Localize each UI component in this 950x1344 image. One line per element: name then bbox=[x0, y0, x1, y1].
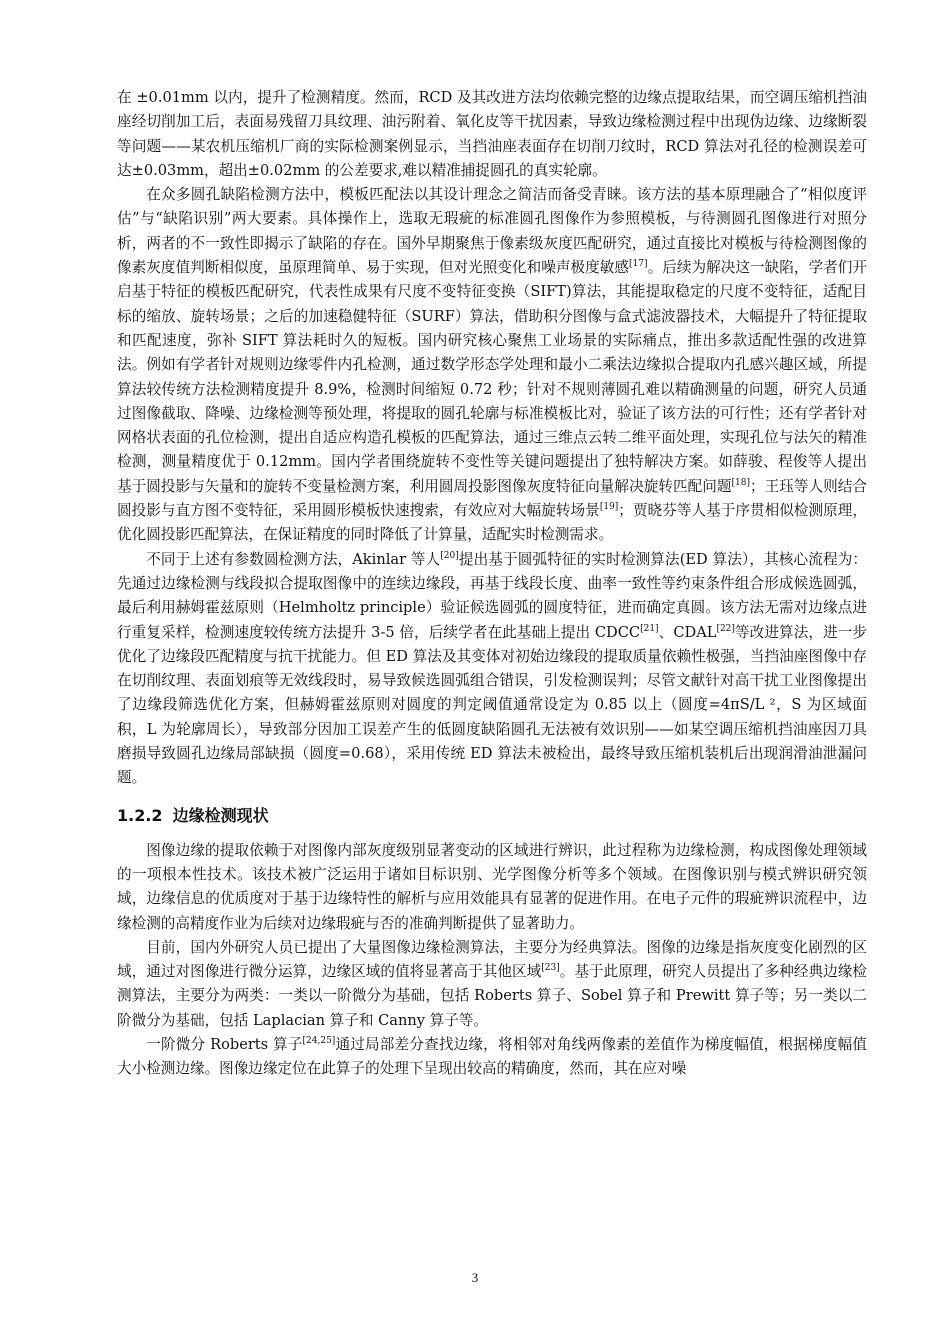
body-text-top bbox=[117, 86, 867, 791]
citation-ref: [20] bbox=[440, 550, 459, 561]
body-text-bottom bbox=[117, 839, 867, 1082]
citation-ref: [19] bbox=[599, 502, 619, 513]
citation-ref: [18] bbox=[731, 477, 750, 488]
citation-ref: [21] bbox=[640, 623, 659, 634]
text-run: 等改进算法，进一步优化了边缘段匹配精度与抗干扰能力。但 ED 算法及其变体对初始边缘段的提取质量依赖性极强，当挡油座图像中存在切削纹理、表面划痕等无效线段时，易导致候选圆弧组合错误，引发检测误判；尽管文献针对高干扰工业图像提出了边缘段筛选优化方案，但赫姆霍兹原则对圆度的判定阈值通常设定为 0.85 以上（圆度=4πS/L ²，S 为区域面积，L 为轮廓周长），导致部分因加工误差产生的低圆度缺陷圆孔无法被有效识别——如某空调压缩机挡油座因刀具磨损导致圆孔边缘局部缺损（圆度=0.68），采用传统 ED 算法未被检出，最终导致压缩机装机后出现润滑油泄漏问题。 bbox=[117, 623, 867, 787]
text-run: 通过局部差分查找边缘，将相邻对角线两像素的差值作为梯度幅值，根据梯度幅值大小检测边缘。图像边缘定位在此算子的处理下呈现出较高的精确度，然而，其在应对噪 bbox=[117, 1035, 867, 1078]
section-heading bbox=[117, 803, 867, 829]
paragraph bbox=[117, 86, 867, 183]
paragraph bbox=[117, 183, 867, 547]
text-run: 图像边缘的提取依赖于对图像内部灰度级别显著变动的区域进行辨识，此过程称为边缘检测，构成图像处理领域的一项根本性技术。该技术被广泛运用于诸如目标识别、光学图像分析等多个领域。在图像识别与模式辨识研究领域，边缘信息的优质度对于基于边缘特性的解析与应用效能具有显著的促进作用。在电子元件的瑕疵辨识流程中，边缘检测的高精度作业为后续对边缘瑕疵与否的准确判断提供了显著助力。 bbox=[117, 841, 867, 932]
citation-ref: [24,25] bbox=[302, 1036, 336, 1047]
paragraph bbox=[117, 1033, 867, 1082]
paragraph bbox=[117, 839, 867, 936]
text-run: 、CDAL bbox=[658, 623, 717, 641]
text-run: ；王珏等人则结合圆投影与直方图不变特征，采用圆形模板快速搜索，有效应对大幅旋转场景 bbox=[117, 477, 867, 520]
text-run: 目前，国内外研究人员已提出了大量图像边缘检测算法，主要分为经典算法。图像的边缘是指灰度变化剧烈的区域，通过对图像进行微分运算，边缘区域的值将显著高于其他区域 bbox=[117, 938, 867, 981]
section-number: 1.2.2 bbox=[117, 805, 163, 825]
text-run: 在 ±0.01mm 以内，提升了检测精度。然而，RCD 及其改进方法均依赖完整的边缘点提取结果，而空调压缩机挡油座经切削加工后，表面易残留刀具纹理、油污附着、氧化皮等干扰因素，导致边缘检测过程中出现伪边缘、边缘断裂等问题——某农机压缩机厂商的实际检测案例显示，当挡油座表面存在切削刀纹时，RCD 算法对孔径的检测误差可达±0.03mm，超出±0.02mm 的公差要求,难以精准捕捉圆孔的真实轮廓。 bbox=[117, 89, 867, 179]
text-run: 提出基于圆弧特征的实时检测算法(ED 算法），其核心流程为：先通过边缘检测与线段拟合提取图像中的连续边缘段，再基于线段长度、曲率一致性等约束条件组合形成候选圆弧，最后利用赫姆霍兹原则（Helmholtz principle）验证候选圆弧的圆度特征，进而确定真圆。该方法无需对边缘点进行重复采样，检测速度较传统方法提升 3-5 倍，后续学者在此基础上提出 CDCC bbox=[117, 550, 868, 641]
text-run: 一阶微分 Roberts 算子 bbox=[146, 1035, 303, 1053]
text-run: 在众多圆孔缺陷检测方法中，模板匹配法以其设计理念之简洁而备受青睐。该方法的基本原理融合了“相似度评估”与“缺陷识别”两大要素。具体操作上，选取无瑕疵的标准圆孔图像作为参照模板，与待测圆孔图像进行对照分析，两者的不一致性即揭示了缺陷的存在。国外早期聚焦于像素级灰度匹配研究，通过直接比对模板与待检测图像的像素灰度值判断相似度，虽原理简单、易于实现，但对光照变化和噪声极度敏感 bbox=[117, 186, 867, 277]
section-title: 边缘检测现状 bbox=[172, 805, 269, 825]
citation-ref: [17] bbox=[629, 259, 648, 270]
text-run: ；贾晓芬等人基于序贯相似检测原理，优化圆投影匹配算法，在保证精度的同时降低了计算量，适配实时检测需求。 bbox=[117, 502, 867, 544]
citation-ref: [23] bbox=[541, 963, 560, 974]
page-number: 3 bbox=[471, 1270, 479, 1285]
citation-ref: [22] bbox=[716, 623, 735, 634]
page-body bbox=[117, 86, 867, 1082]
paragraph bbox=[117, 548, 867, 791]
text-run: 不同于上述有参数圆检测方法，Akinlar 等人 bbox=[146, 550, 441, 568]
text-run: 。后续为解决这一缺陷，学者们开启基于特征的模板匹配研究，代表性成果有尺度不变特征变换（SIFT)算法，其能提取稳定的尺度不变特征，适配目标的缩放、旋转场景；之后的加速稳健特征（SURF）算法，借助积分图像与盒式滤波器技术，大幅提升了特征提取和匹配速度，弥补 SIFT 算法耗时久的短板。国内研究核心聚焦工业场景的实际痛点，推出多款适配性强的改进算法。例如有学者针对规则边缘零件内孔检测，通过数学形态学处理和最小二乘法边缘拟合提取内孔感兴趣区域，所提算法较传统方法检测精度提升 8.9%，检测时间缩短 0.72 秒；针对不规则薄圆孔难以精确测量的问题，研究人员通过图像截取、降噪、边缘检测等预处理，将提取的圆孔轮廓与标准模板比对，验证了该方法的可行性；还有学者针对网格状表面的孔位检测，提出自适应构造孔模板的匹配算法，通过三维点云转二维平面处理，实现孔位与法矢的精准检测，测量精度优于 0.12mm。国内学者围绕旋转不变性等关键问题提出了独特解决方案。如薛骏、程俊等人提出基于圆投影与矢量和的旋转不变量检测方案，利用圆周投影图像灰度特征向量解决旋转匹配问题 bbox=[117, 259, 867, 495]
paragraph bbox=[117, 936, 867, 1033]
text-run: 。基于此原理，研究人员提出了多种经典边缘检测算法，主要分为两类：一类以一阶微分为基础，包括 Roberts 算子、Sobel 算子和 Prewitt 算子等；另一类以二阶微分为基础，包括 Laplacian 算子和 Canny 算子等。 bbox=[117, 963, 867, 1029]
